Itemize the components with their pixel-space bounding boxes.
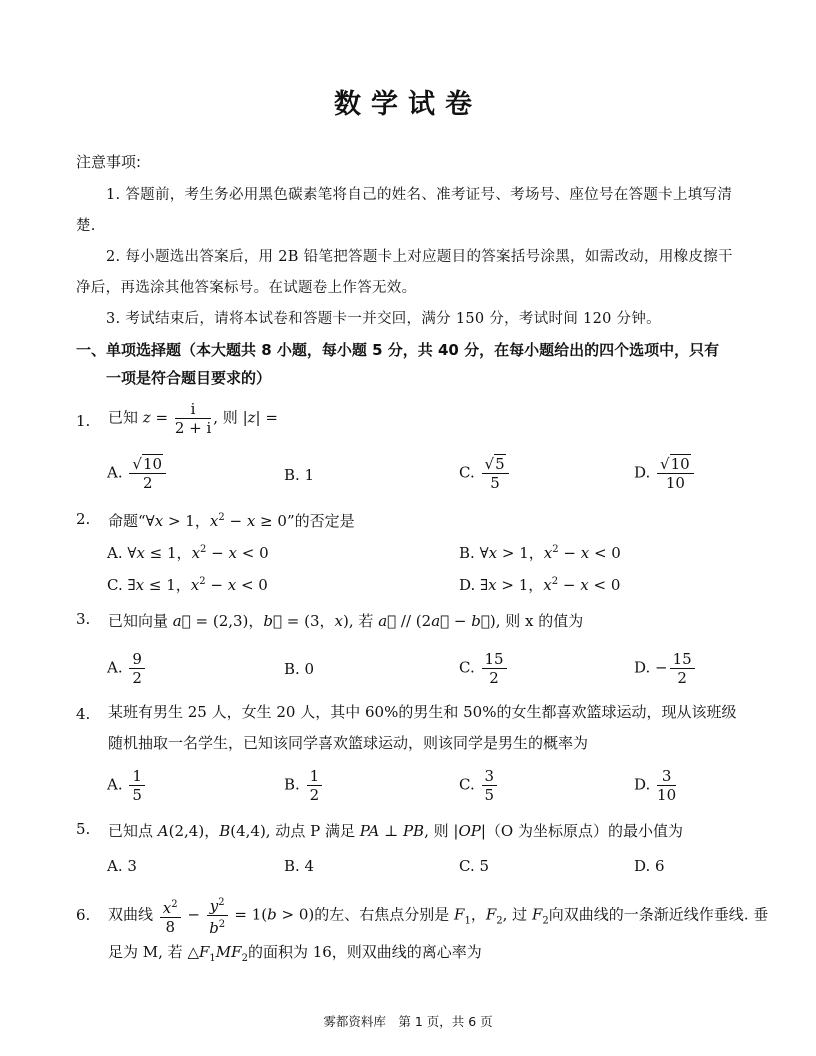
question-3-stem: 已知向量 a⃗ = (2,3)，b⃗ = (3，x), 若 a⃗ // (2a⃗ − b⃗), 则 x 的值为 bbox=[108, 612, 584, 630]
question-1-stem: 已知 z = $\frac{i}{2 + i}$ , 则 |z| = bbox=[108, 400, 278, 437]
notice-heading: 注意事项: bbox=[76, 153, 142, 171]
question-4-option-b[interactable]: B. $\frac{1}{2}$ bbox=[284, 767, 324, 804]
question-1-option-d[interactable]: D. $\frac{√10}{10}$ bbox=[634, 455, 696, 492]
question-2-option-b[interactable]: B. ∀x > 1，$x^2 - x < 0$ bbox=[459, 544, 621, 562]
question-4-number: 4. bbox=[76, 705, 91, 723]
question-2-option-c[interactable]: C. ∃x ≤ 1，$x^2 - x < 0$ bbox=[107, 576, 268, 594]
question-5-option-a[interactable]: A. 3 bbox=[107, 857, 137, 875]
question-5-stem: 已知点 A(2,4)，B(4,4), 动点 P 满足 PA ⊥ PB, 则 |OP|（O 为坐标原点）的最小值为 bbox=[108, 822, 683, 840]
section-heading-line2: 一项是符合题目要求的） bbox=[106, 369, 272, 387]
page-title: 数学试卷 bbox=[334, 89, 482, 120]
notice-item-1: 1. 答题前，考生务必用黑色碳素笔将自己的姓名、准考证号、考场号、座位号在答题卡上填写清楚. bbox=[76, 187, 733, 234]
section-heading bbox=[76, 336, 756, 392]
question-1-option-a[interactable]: A. $\frac{√10}{2}$ bbox=[107, 455, 168, 492]
fraction: $\frac{i}{2 + i}$ bbox=[174, 400, 212, 437]
question-2-option-d[interactable]: D. ∃x > 1，$x^2 - x < 0$ bbox=[459, 576, 621, 594]
question-3-option-b[interactable]: B. 0 bbox=[284, 660, 315, 678]
question-1-option-c[interactable]: C. $\frac{√5}{5}$ bbox=[459, 455, 511, 492]
notice-item-3: 3. 考试结束后，请将本试卷和答题卡一并交回，满分 150 分，考试时间 120 分钟。 bbox=[106, 311, 661, 327]
question-5-option-c[interactable]: C. 5 bbox=[459, 857, 490, 875]
question-4-option-d[interactable]: D. $\frac{3}{10}$ bbox=[634, 767, 677, 804]
question-3-number: 3. bbox=[76, 610, 91, 628]
question-4-stem: 某班有男生 25 人，女生 20 人，其中 60%的男生和 50%的女生都喜欢篮球运动，现从该班级随机抽取一名学生，已知该同学喜欢篮球运动，则该同学是男生的概率为 bbox=[108, 703, 737, 752]
question-2-stem: 命题“∀x > 1，$x^2 - x \ge 0$”的否定是 bbox=[108, 512, 355, 530]
question-3-option-a[interactable]: A. $\frac{9}{2}$ bbox=[107, 650, 147, 687]
question-1-option-b[interactable]: B. 1 bbox=[284, 466, 315, 484]
question-5-number: 5. bbox=[76, 820, 91, 838]
question-5-option-b[interactable]: B. 4 bbox=[284, 857, 315, 875]
question-2-option-a[interactable]: A. ∀x ≤ 1，$x^2 - x < 0$ bbox=[107, 544, 269, 562]
page-footer: 雾都资料库 第 1 页，共 6 页 bbox=[323, 1014, 493, 1029]
question-3-option-d[interactable]: D. − $\frac{15}{2}$ bbox=[634, 650, 697, 687]
question-5-option-d[interactable]: D. 6 bbox=[634, 857, 665, 875]
question-6-number: 6. bbox=[76, 906, 91, 924]
question-1-number: 1. bbox=[76, 412, 91, 430]
section-heading-line1: 一、单项选择题（本大题共 8 小题，每小题 5 分，共 40 分，在每小题给出的四个选项中，只有 bbox=[76, 341, 720, 359]
question-4-option-a[interactable]: A. $\frac{1}{5}$ bbox=[107, 767, 147, 804]
question-2-number: 2. bbox=[76, 510, 91, 528]
question-3-option-c[interactable]: C. $\frac{15}{2}$ bbox=[459, 650, 509, 687]
notice-item-2: 2. 每小题选出答案后，用 2B 铅笔把答题卡上对应题目的答案括号涂黑，如需改动，用橡皮擦干净后，再选涂其他答案标号。在试题卷上作答无效。 bbox=[76, 249, 733, 296]
question-4-option-c[interactable]: C. $\frac{3}{5}$ bbox=[459, 767, 499, 804]
question-6-stem-line2: 足为 M, 若 $\triangle F_1MF_2$的面积为 16，则双曲线的离心率为 bbox=[108, 943, 482, 964]
question-6-stem-line1: 双曲线 $\frac{x^2}{8}$ − $\frac{y^2}{b^2}$ = 1(b > 0)的左、右焦点分别是 $F_1$，$F_2$, 过 $F_2$向双曲线的一条渐近线作垂线. 垂 bbox=[108, 894, 768, 937]
